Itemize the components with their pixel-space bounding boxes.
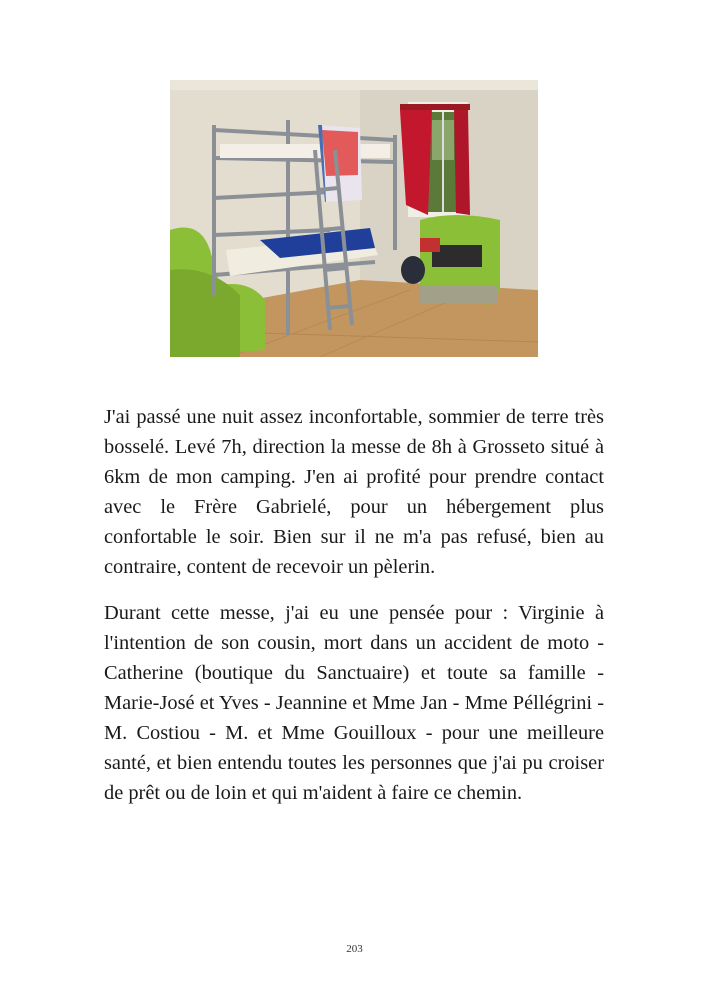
paragraph-2: Durant cette messe, j'ai eu une pensée pour : Virginie à l'intention de son cousin, mort dans un accident de moto - Catherine (boutique du Sanctuaire) et toute sa famille - Marie-José et Yves - Jeannine et Mme Jan - Mme Péllégrini - M. Costiou - M. et Mme Gouilloux - pour une meilleure santé, et bien entendu toutes les personnes que j'ai pu croiser de prêt ou de loin et qui m'aident à faire ce chemin.: [104, 602, 604, 804]
page-number: 203: [346, 943, 363, 955]
body-text: [104, 402, 604, 808]
room-photo: [170, 80, 538, 357]
paragraph-1: J'ai passé une nuit assez inconfortable, sommier de terre très bosselé. Levé 7h, direction la messe de 8h à Grosseto situé à 6km de mon camping. J'en ai profité pour prendre contact avec le Frère Gabrielé, pour un hébergement plus confortable le soir. Bien sur il ne m'a pas refusé, bien au contraire, content de recevoir un pèlerin.: [104, 406, 604, 578]
